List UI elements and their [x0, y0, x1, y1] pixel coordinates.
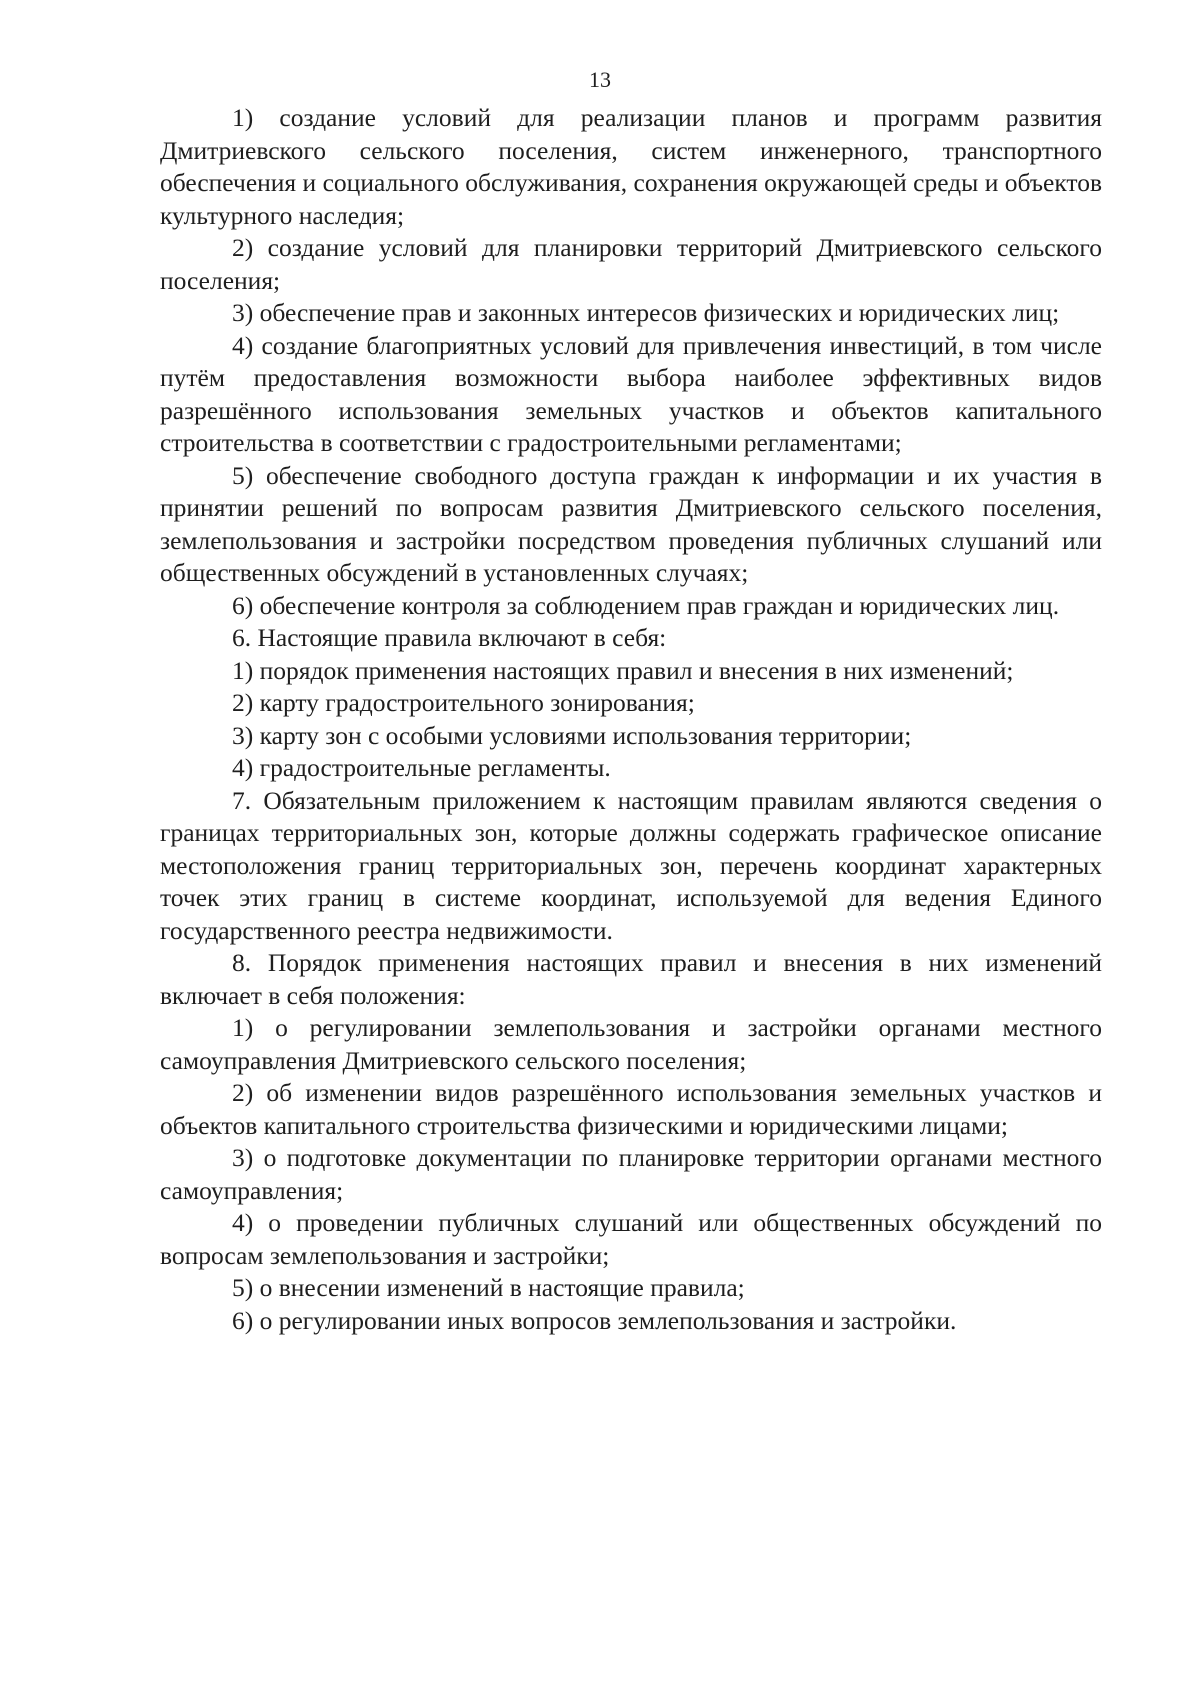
paragraph: 4) градостроительные регламенты.	[232, 753, 611, 782]
paragraph: 1) порядок применения настоящих правил и внесения в них изменений;	[232, 655, 1014, 685]
paragraph: 3) обеспечение прав и законных интересов физических и юридических лиц;	[232, 298, 1060, 327]
paragraph: 1) о регулировании землепользования и застройки органами местного самоуправления Дмитриевского сельского поселения;	[160, 1013, 1102, 1075]
paragraph: 7. Обязательным приложением к настоящим правилам являются сведения о границах территориальных зон, которые должны содержать графическое описание местоположения границ территориальных зон, перечень координат характерных точек этих границ в системе координат, используемой для ведения Единого государственного реестра недвижимости.	[160, 785, 1102, 945]
paragraph: 4) о проведении публичных слушаний или общественных обсуждений по вопросам землепользования и застройки;	[160, 1208, 1102, 1270]
paragraph: 6) обеспечение контроля за соблюдением прав граждан и юридических лиц.	[232, 590, 1060, 620]
paragraph: 3) карту зон с особыми условиями использования территории;	[232, 720, 912, 750]
paragraph: 5) обеспечение свободного доступа граждан к информации и их участия в принятии решений по вопросам развития Дмитриевского сельского поселения, землепользования и застройки посредством проведения публичных слушаний или общественных обсуждений в установленных случаях;	[160, 460, 1102, 587]
paragraph: 6. Настоящие правила включают в себя:	[232, 623, 667, 652]
paragraph: 4) создание благоприятных условий для привлечения инвестиций, в том числе путём предоставления возможности выбора наиболее эффективных видов разрешённого использования земельных участков и объектов капитального строительства в соответствии с градостроительными регламентами;	[160, 330, 1102, 457]
page-number: 13	[589, 67, 611, 92]
paragraph: 8. Порядок применения настоящих правил и внесения в них изменений включает в себя положения:	[160, 948, 1102, 1010]
document-body	[160, 102, 1102, 1337]
paragraph: 3) о подготовке документации по планировке территории органами местного самоуправления;	[160, 1143, 1102, 1205]
paragraph: 5) о внесении изменений в настоящие правила;	[232, 1273, 745, 1302]
paragraph: 6) о регулировании иных вопросов землепользования и застройки.	[232, 1305, 957, 1335]
paragraph: 2) карту градостроительного зонирования;	[232, 688, 695, 717]
paragraph: 1) создание условий для реализации планов и программ развития Дмитриевского сельского поселения, систем инженерного, транспортного обеспечения и социального обслуживания, сохранения окружающей среды и объектов культурного наследия;	[160, 103, 1102, 230]
paragraph: 2) об изменении видов разрешённого использования земельных участков и объектов капитального строительства физическими и юридическими лицами;	[160, 1078, 1102, 1140]
paragraph: 2) создание условий для планировки территорий Дмитриевского сельского поселения;	[160, 233, 1102, 295]
